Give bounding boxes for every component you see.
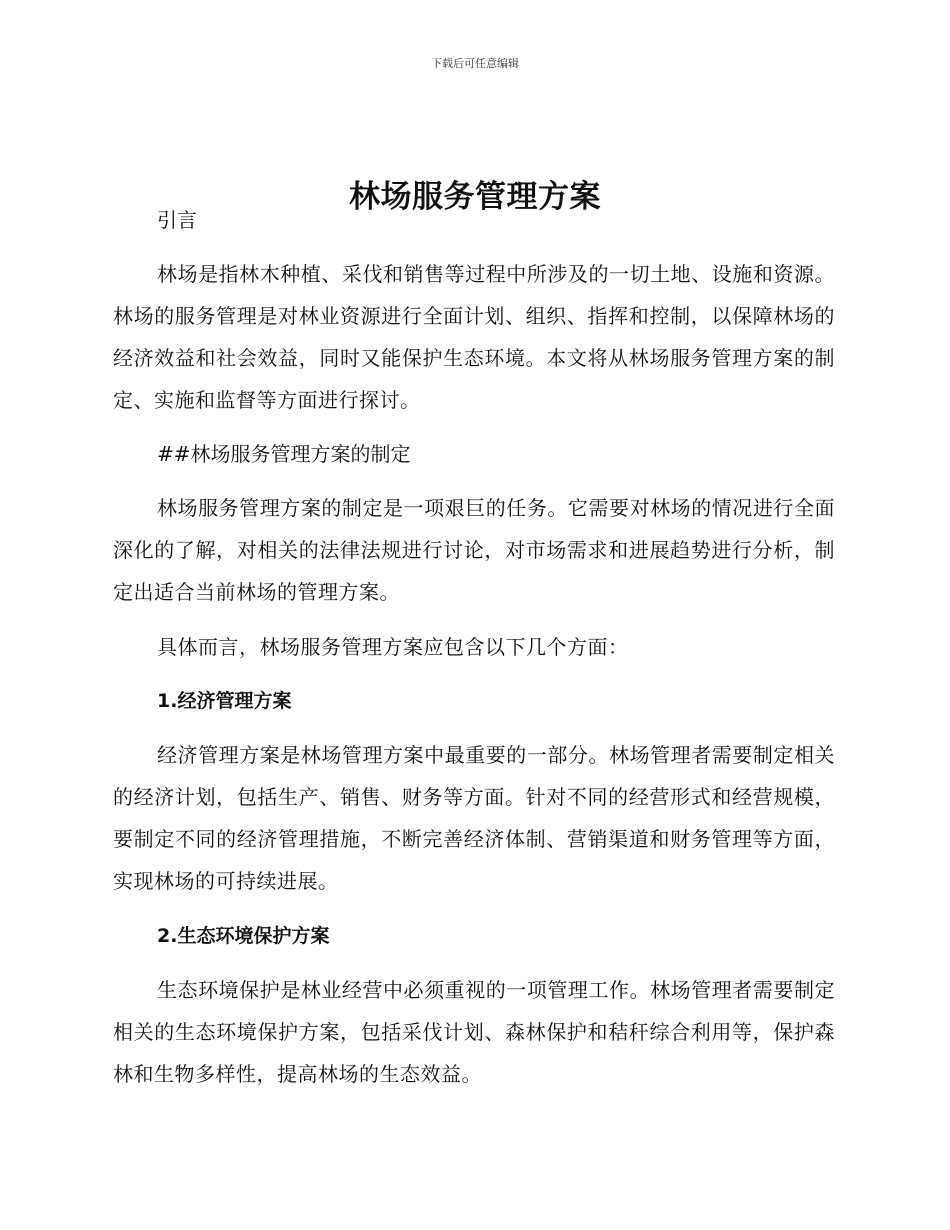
item1-heading: 1.经济管理方案 [157, 690, 292, 712]
item1-paragraph: 经济管理方案是林场管理方案中最重要的一部分。林场管理者需要制定相关的经济计划，包括生产、销售、财务等方面。针对不同的经营形式和经营规模，要制定不同的经济管理措施，不断完善经济体制、营销渠道和财务管理等方面，实现林场的可持续进展。 [113, 743, 835, 893]
item2-paragraph: 生态环境保护是林业经营中必须重视的一项管理工作。林场管理者需要制定相关的生态环境保护方案，包括采伐计划、森林保护和秸秆综合利用等，保护森林和生物多样性，提高林场的生态效益。 [113, 978, 835, 1086]
section1-paragraph: 林场服务管理方案的制定是一项艰巨的任务。它需要对林场的情况进行全面深化的了解，对相关的法律法规进行讨论，对市场需求和进展趋势进行分析，制定出适合当前林场的管理方案。 [113, 496, 835, 604]
item2-heading: 2.生态环境保护方案 [157, 925, 330, 947]
document-title: 林场服务管理方案 [349, 178, 601, 215]
intro-heading: 引言 [157, 208, 197, 232]
section1-heading: ##林场服务管理方案的制定 [157, 442, 411, 466]
intro-paragraph: 林场是指林木种植、采伐和销售等过程中所涉及的一切土地、设施和资源。林场的服务管理是对林业资源进行全面计划、组织、指挥和控制，以保障林场的经济效益和社会效益，同时又能保护生态环境。本文将从林场服务管理方案的制定、实施和监督等方面进行探讨。 [113, 262, 835, 412]
section1-list-intro: 具体而言，林场服务管理方案应包含以下几个方面： [157, 635, 629, 659]
page-header-note: 下载后可任意编辑 [431, 57, 519, 70]
document-body [113, 200, 835, 1095]
